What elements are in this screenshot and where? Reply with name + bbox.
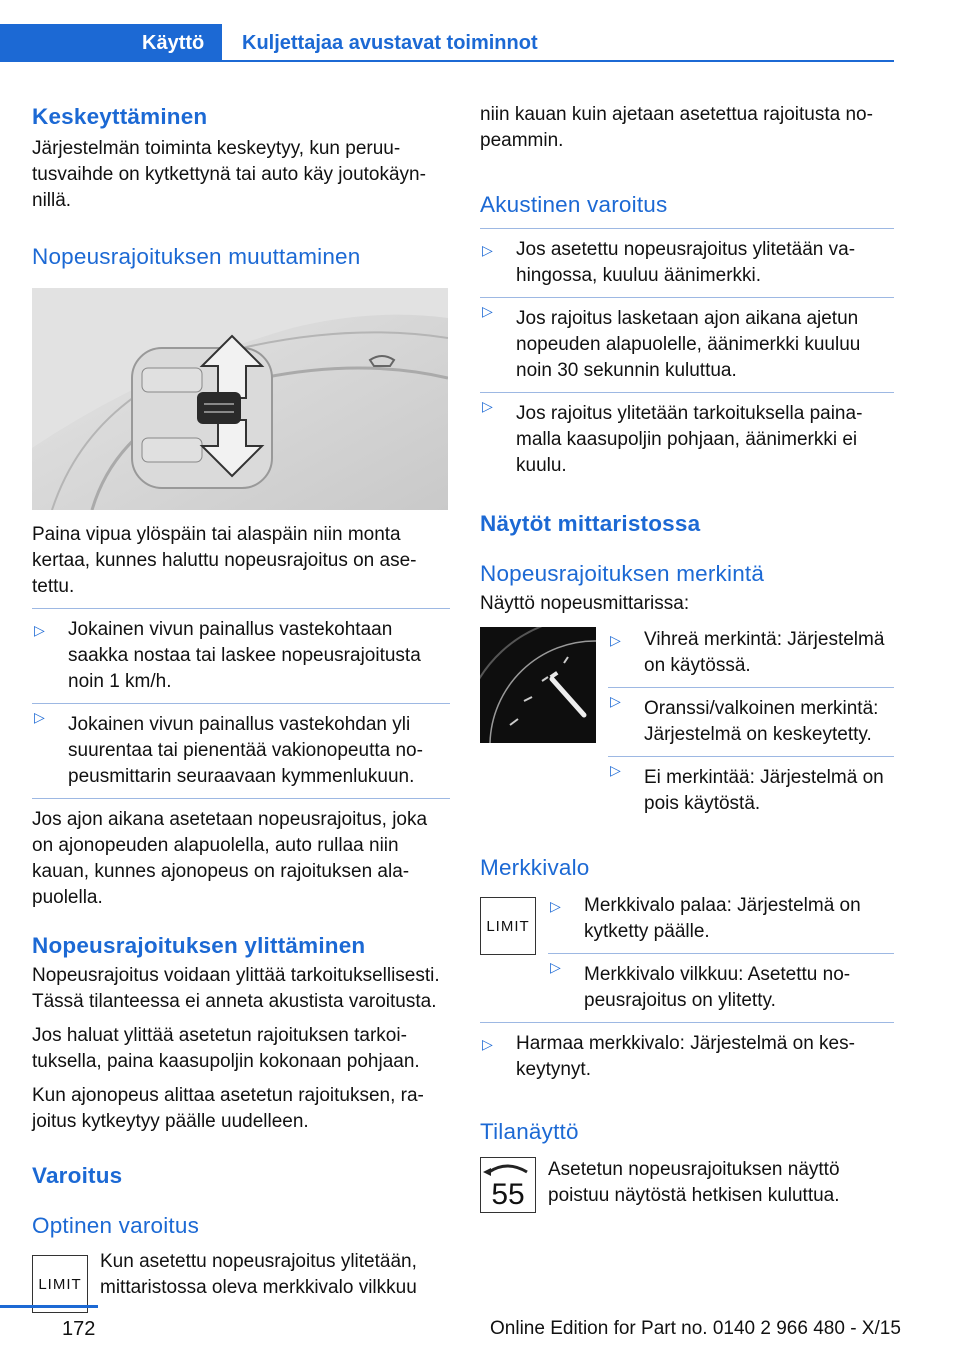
list-item: ▷ Harmaa merkkivalo: Järjestelmä on keskeytynyt.	[480, 1031, 894, 1083]
limit-indicator-icon: LIMIT	[480, 897, 536, 955]
list-item: ▷ Jos asetettu nopeusrajoitus ylitetään vahingossa, kuuluu äänimerkki.	[480, 237, 894, 289]
heading-merkinta: Nopeusrajoituksen merkintä	[480, 561, 765, 586]
heading-akustinen: Akustinen varoitus	[480, 192, 668, 217]
page-number: 172	[62, 1318, 96, 1340]
paragraph-ylittaminen-1: Nopeusrajoitus voidaan ylittää tarkoituksellisesti. Tässä tilanteessa ei anneta akustista varoitusta.	[32, 965, 440, 1012]
paragraph-tilanaytto: Asetetun nopeusrajoituksen näyttö poistuu näytöstä hetkisen kuluttua.	[548, 1159, 840, 1206]
heading-naytot: Näytöt mittaristossa	[480, 511, 701, 536]
edition-note: Online Edition for Part no. 0140 2 966 480 - X/15	[490, 1318, 901, 1339]
list-item: ▷ Oranssi/valkoinen merkintä: Järjestelmä on keskeytetty.	[608, 687, 894, 748]
list-item: ▷ Jos rajoitus ylitetään tarkoituksella painamalla kaasupoljin pohjaan, äänimerkki ei kuulu.	[480, 392, 894, 479]
list-item: ▷ Jokainen vivun painallus vastekohtaan saakka nostaa tai laskee nopeusrajoitusta noin 1 km/h.	[32, 617, 450, 695]
speed-limit-display-icon	[480, 1157, 536, 1213]
heading-muuttaminen: Nopeusrajoituksen muuttaminen	[32, 244, 361, 269]
heading-optinen: Optinen varoitus	[32, 1213, 200, 1238]
merkinta-row	[480, 627, 894, 817]
tilanaytto-row	[480, 1157, 894, 1213]
gauge-arc-icon	[481, 1160, 535, 1180]
merkinta-bullets	[608, 627, 894, 817]
divider	[480, 228, 894, 229]
paragraph-naytto: Näyttö nopeusmittarissa:	[480, 593, 690, 614]
steering-wheel-lever-image	[32, 288, 448, 510]
merkkivalo-row	[480, 893, 894, 1014]
footer-line	[0, 1305, 98, 1308]
limit-indicator-icon: LIMIT	[32, 1255, 88, 1313]
section-tab[interactable]: Kuljettajaa avustavat toiminnot	[222, 24, 894, 62]
chapter-tab[interactable]: Käyttö	[0, 24, 222, 62]
list-item: ▷ Vihreä merkintä: Järjestelmä on käytössä.	[608, 627, 894, 679]
speedometer-image	[480, 627, 596, 743]
heading-varoitus: Varoitus	[32, 1163, 123, 1188]
speedometer-illustration	[480, 627, 596, 743]
list-item: ▷ Ei merkintää: Järjestelmä on pois käytöstä.	[608, 756, 894, 817]
paragraph-jos-ajon: Jos ajon aikana asetetaan nopeusrajoitus, joka on ajonopeuden alapuolella, auto rullaa niin kauan, kunnes ajonopeus on rajoituksen alapuolella.	[32, 809, 428, 908]
paragraph-continued: niin kauan kuin ajetaan asetettua rajoitusta nopeammin.	[480, 104, 873, 151]
merkkivalo-bullets	[548, 893, 894, 1014]
merkkivalo-bullets-full	[480, 1022, 894, 1083]
paragraph-ylittaminen-2: Jos haluat ylittää asetetun rajoituksen tarkoituksella, paina kaasupoljin kokonaan pohjaan.	[32, 1025, 420, 1072]
heading-ylittaminen: Nopeusrajoituksen ylittäminen	[32, 933, 366, 958]
left-column	[32, 100, 450, 1313]
divider	[32, 608, 450, 609]
optinen-row	[32, 1249, 450, 1313]
paragraph-keskeyttaminen: Järjestelmän toiminta keskeytyy, kun peruutusvaihde on kytkettynä tai auto käy joutokäynnillä.	[32, 138, 426, 211]
steering-wheel-illustration	[32, 288, 448, 510]
paragraph-ylittaminen-3: Kun ajonopeus alittaa asetetun rajoituksen, rajoitus kytkeytyy päälle uudelleen.	[32, 1085, 424, 1132]
page-header	[0, 0, 960, 62]
divider	[32, 798, 450, 799]
right-column	[480, 100, 894, 1213]
heading-tilanaytto: Tilanäyttö	[480, 1119, 579, 1144]
lever-bullets	[32, 617, 450, 790]
akustinen-bullets	[480, 237, 894, 479]
list-item: ▷ Merkkivalo vilkkuu: Asetettu nopeusrajoitus on ylitetty.	[548, 953, 894, 1014]
list-item: ▷ Jos rajoitus lasketaan ajon aikana ajetun nopeuden alapuolelle, äänimerkki kuuluu noin 30 sekunnin kuluttua.	[480, 297, 894, 384]
list-item: ▷ Merkkivalo palaa: Järjestelmä on kytketty päälle.	[548, 893, 894, 945]
speed-value: 55	[491, 1178, 525, 1211]
paragraph-optinen: Kun asetettu nopeusrajoitus ylitetään, mittaristossa oleva merkkivalo vilkkuu	[100, 1251, 417, 1298]
list-item: ▷ Jokainen vivun painallus vastekohdan yli suurentaa tai pienentää vakionopeutta nopeusmittarin seuraavaan kymmenlukuun.	[32, 703, 450, 790]
heading-merkkivalo: Merkkivalo	[480, 855, 590, 880]
heading-keskeyttaminen: Keskeyttäminen	[32, 104, 208, 129]
paragraph-paina: Paina vipua ylöspäin tai alaspäin niin monta kertaa, kunnes haluttu nopeusrajoitus on asetettu.	[32, 524, 417, 597]
